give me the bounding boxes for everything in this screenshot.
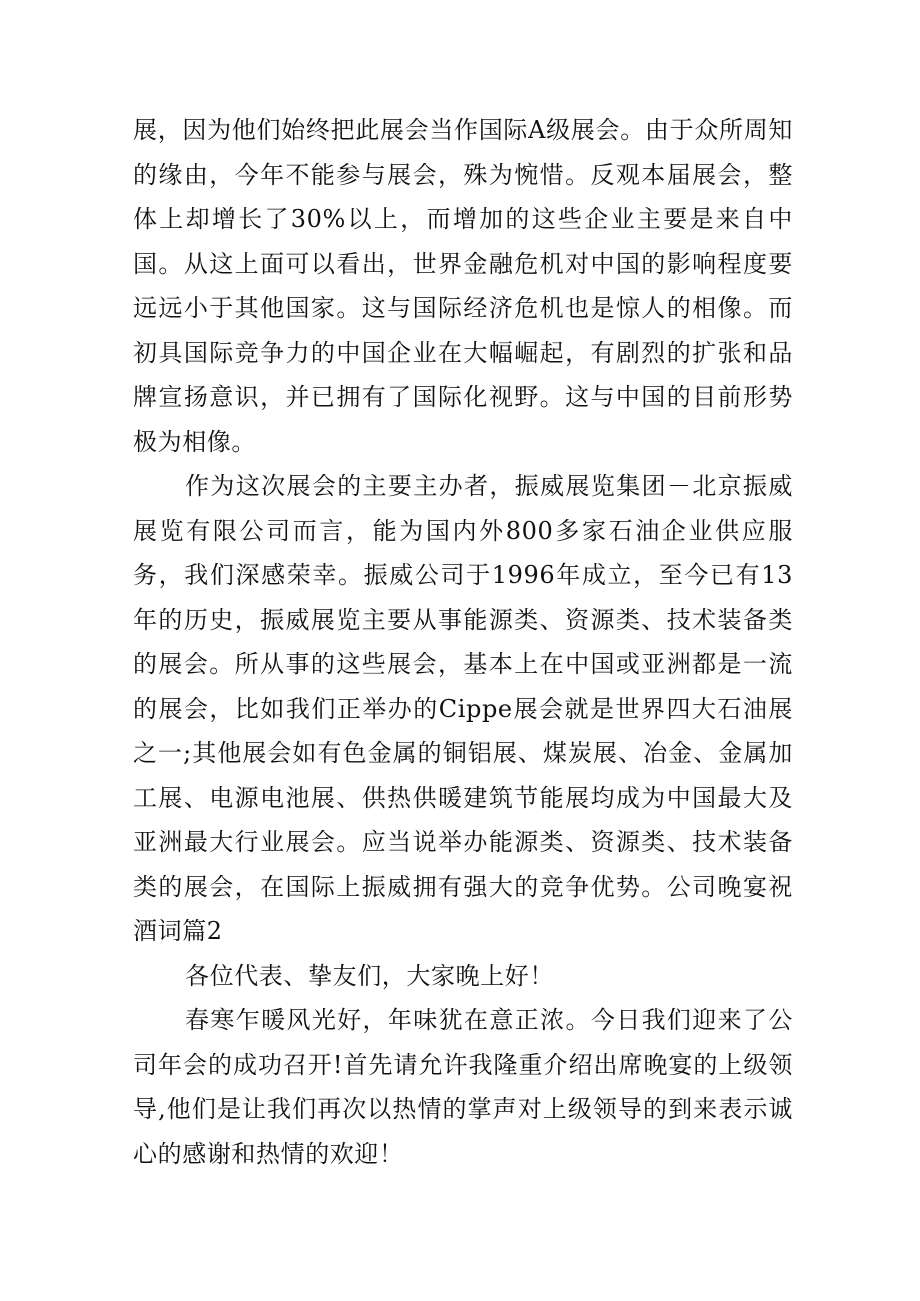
paragraph-1: 展，因为他们始终把此展会当作国际A级展会。由于众所周知的缘由，今年不能参与展会，殊为惋惜。反观本届展会，整体上却增长了30%以上，而增加的这些企业主要是来自中国。从这上面可以看出，世界金融危机对中国的影响程度要远远小于其他国家。这与国际经济危机也是惊人的相像。而初具国际竞争力的中国企业在大幅崛起，有剧烈的扩张和品牌宣扬意识，并已拥有了国际化视野。这与中国的目前形势极为相像。 xyxy=(133,116,793,456)
document-body xyxy=(133,108,793,1176)
paragraph-2: 作为这次展会的主要主办者，振威展览集团－北京振威展览有限公司而言，能为国内外800多家石油企业供应服务，我们深感荣幸。振威公司于1996年成立，至今已有13年的历史，振威展览主要从事能源类、资源类、技术装备类的展会。所从事的这些展会，基本上在中国或亚洲都是一流的展会，比如我们正举办的Cippe展会就是世界四大石油展之一;其他展会如有色金属的铜铝展、煤炭展、冶金、金属加工展、电源电池展、供热供暖建筑节能展均成为中国最大及亚洲最大行业展会。应当说举办能源类、资源类、技术装备类的展会，在国际上振威拥有强大的竞争优势。公司晚宴祝酒词篇2 xyxy=(133,472,793,945)
paragraph-3: 各位代表、挚友们，大家晚上好！ xyxy=(185,961,554,990)
paragraph-4: 春寒乍暖风光好，年味犹在意正浓。今日我们迎来了公司年会的成功召开!首先请允许我隆重介绍出席晚宴的上级领导,他们是让我们再次以热情的掌声对上级领导的到来表示诚心的感谢和热情的欢迎！ xyxy=(133,1006,793,1168)
